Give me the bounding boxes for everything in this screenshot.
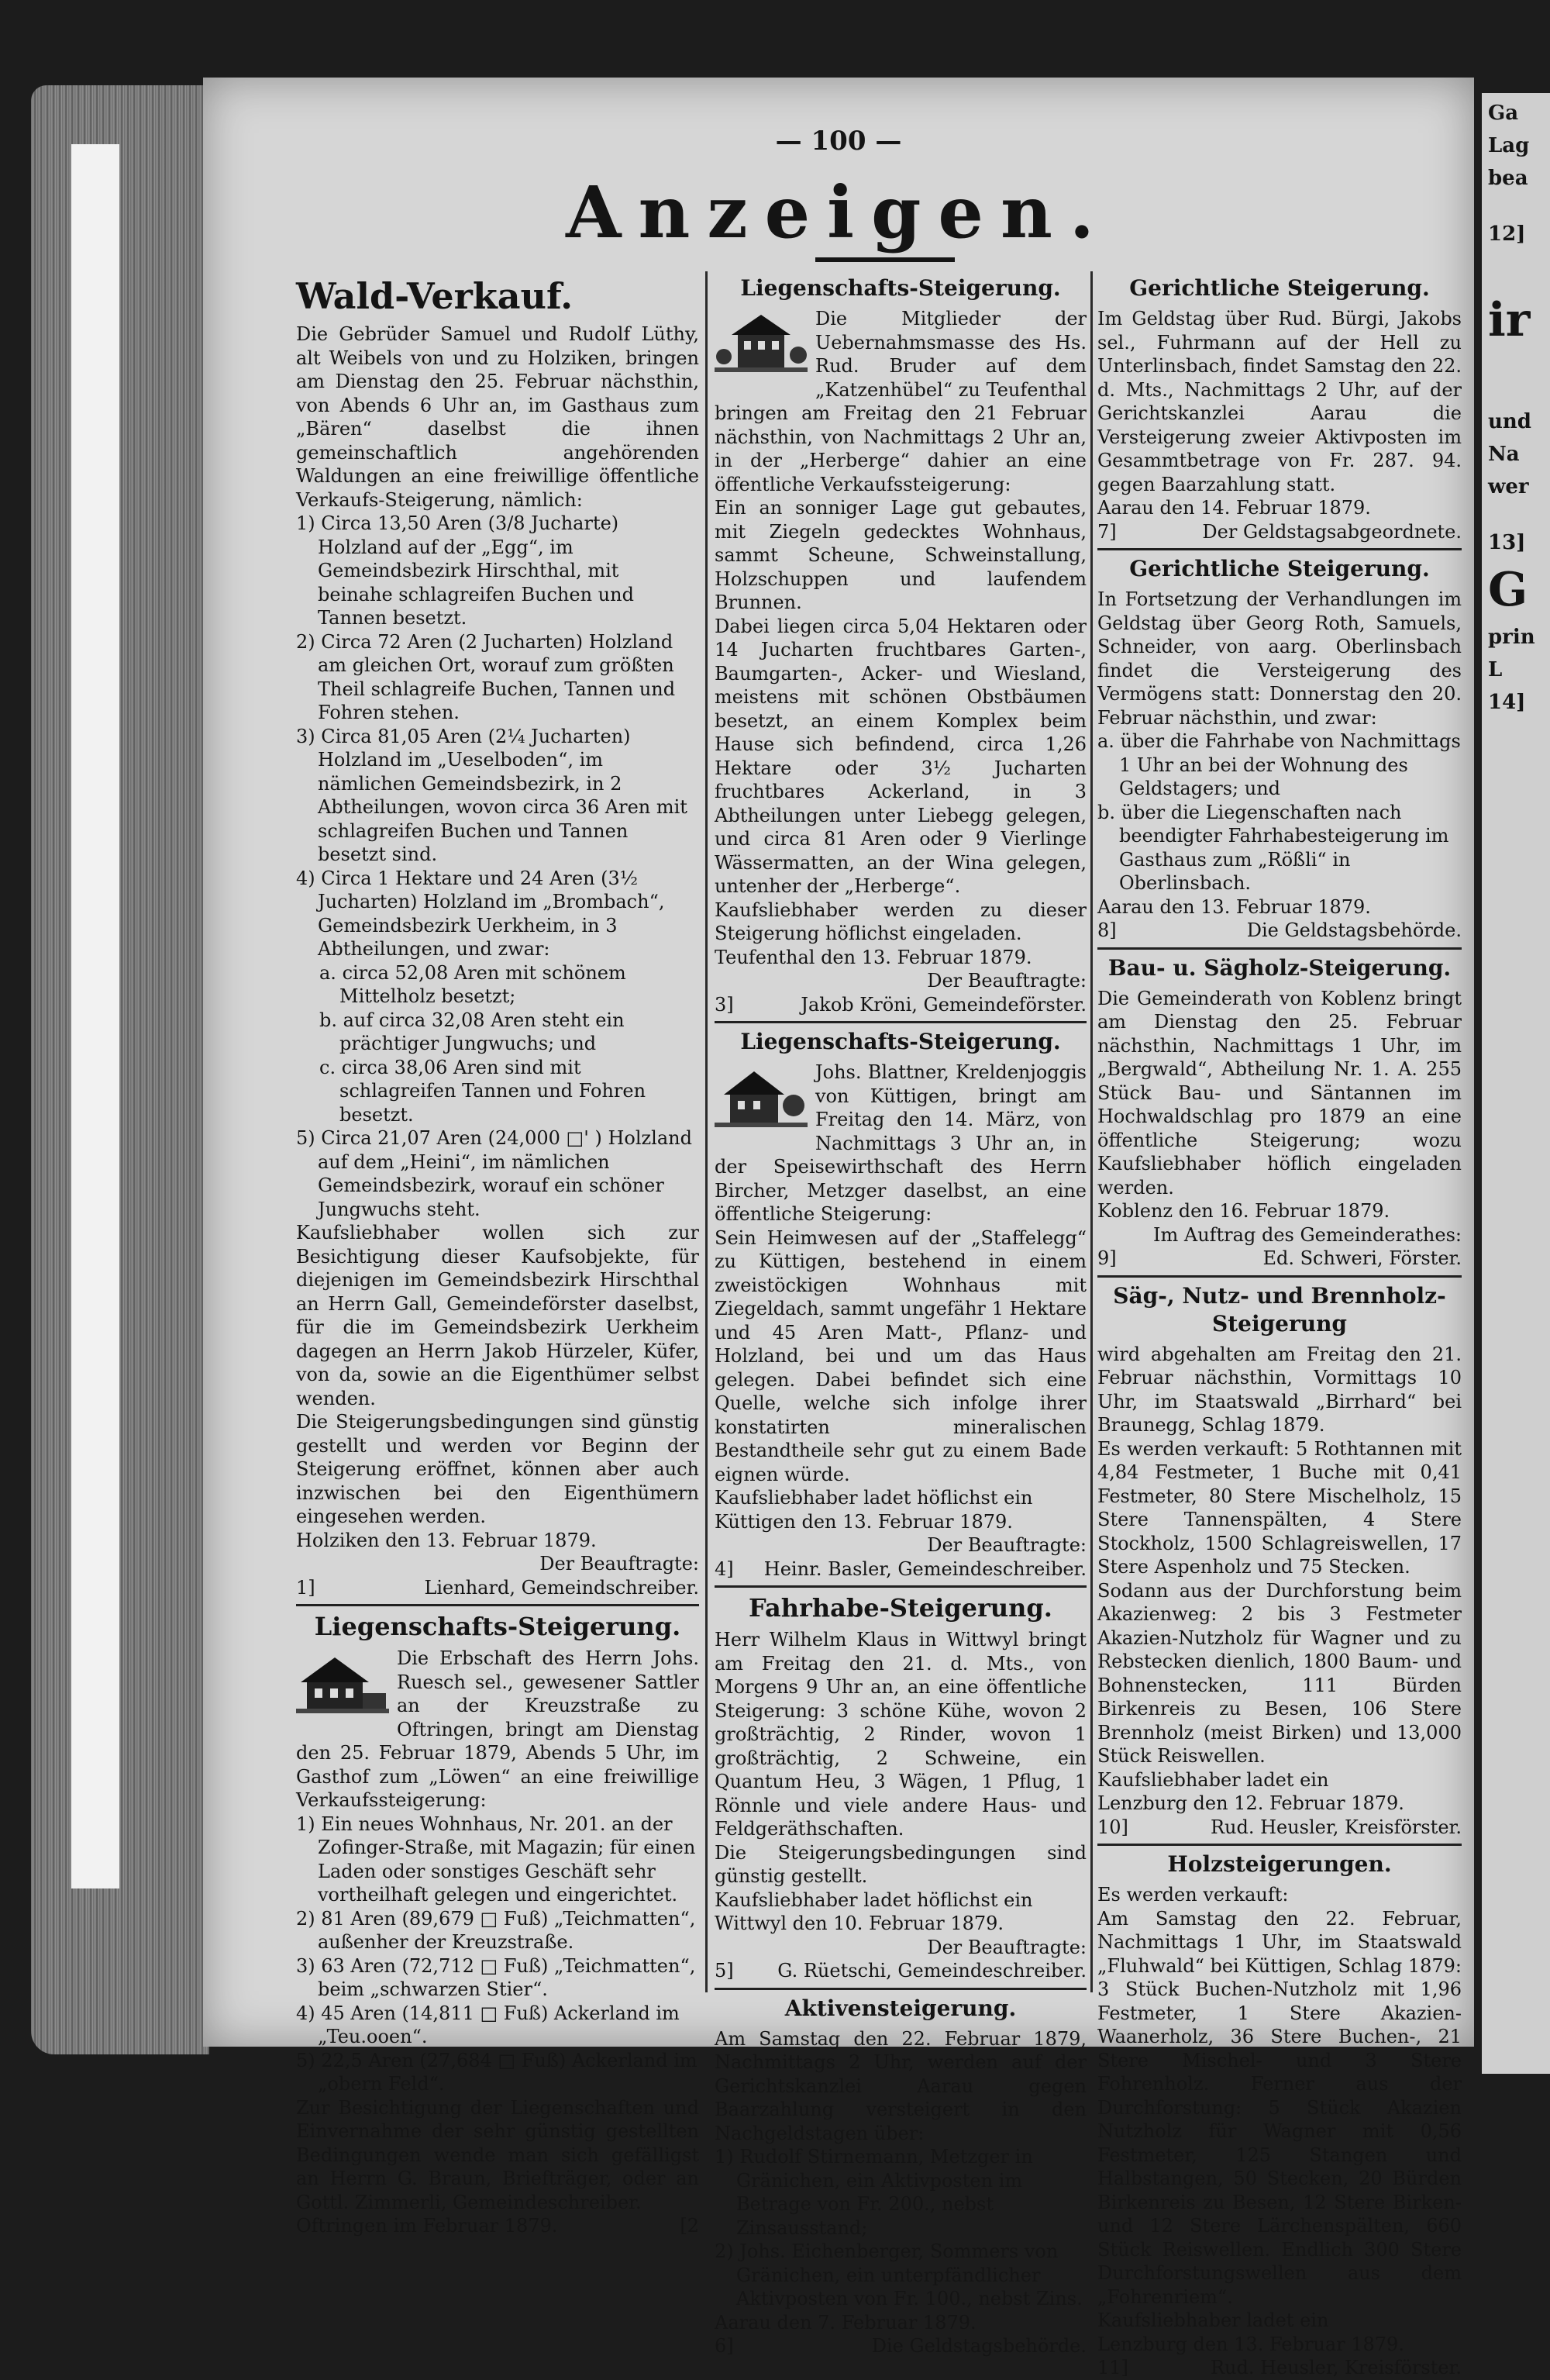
ad-liegenschaft-teufenthal (715, 274, 1087, 1016)
next-page-fragment: prin (1488, 626, 1535, 649)
bookmark-strip (71, 144, 119, 1888)
page-number: — 100 — (775, 126, 902, 157)
ad-beauftragte: Der Beauftragte: (927, 1534, 1087, 1556)
ad-date: Aarau den 13. Februar 1879. (1097, 895, 1371, 918)
ad-date: Küttigen den 13. Februar 1879. (715, 1510, 1013, 1533)
ad-wald-verkauf (296, 274, 699, 1599)
list-subitem: b. auf circa 32,08 Aren steht ein prächtiger Jungwuchs; und (319, 1009, 625, 1054)
ad-date: Koblenz den 16. Februar 1879. (1097, 1200, 1390, 1222)
ad-date: Holziken den 13. Februar 1879. (296, 1529, 597, 1551)
ad-number: 5] (715, 1960, 734, 1982)
ad-signature-line (1097, 1816, 1462, 1840)
ad-gerichtliche-steigerung-2 (1097, 555, 1462, 943)
ad-beauftragte: Der Beauftragte: (539, 1553, 699, 1575)
masthead-rule (815, 257, 955, 262)
ad-text: Am Samstag den 22. Februar, Nachmittags 1 Uhr, im Staatswald „Fluhwald“ bei Küttigen, Schlag 1879: 3 Stück Buchen-Nutzholz mit 1,96 Festmeter, 1 Stere Akazien-Waanerholz, 36 Stere Buchen-, 21 Stere Mischel- und 3 Stere Fohrenholz. Ferner aus der Durchforstung: 5 Stück Akazien Nutzholz für Wagner mit 0,56 Festmeter, 125 Stangen und Halbstangen, 50 Stecken, 20 Bürden Birkenreis zu Besen, 12 Stere Birken- und 12 Stere Lärchenspälten, 660 Stück Reiswellen. Endlich 300 Stere Durchforstungswellen aus dem „Fohrenriem“. (1097, 1907, 1462, 2308)
ad-title: Gerichtliche Steigerung. (1129, 556, 1430, 581)
ad-text: Dabei liegen circa 5,04 Hektaren oder 14 Jucharten fruchtbares Garten-, Baumgarten-, Acker- und Wiesland, meistens mit schönen Obstbäumen besetzt, an einem Komplex beim Hause sich befindend, circa 1,26 Hektare oder 3½ Jucharten fruchtbares Ackerland, in 3 Abtheilungen unter Liebegg gelegen, und circa 81 Aren oder 9 Vierlinge Wässermatten, an der Wina gelegen, untenher der „Herberge“. (715, 615, 1087, 897)
next-page-fragment: und (1488, 410, 1531, 433)
ad-signature: Rud. Heusler, Kreisförster. (1210, 2357, 1462, 2378)
ad-signature: Die Geldstagsbehörde. (871, 2335, 1087, 2357)
ad-text: Kaufsliebhaber werden zu dieser Steigerung höflichst eingeladen. (715, 899, 1087, 944)
ad-text: Kaufsliebhaber ladet ein (1097, 2309, 1329, 2331)
ad-intro: wird abgehalten am Freitag den 21. Februar nächsthin, Vormittags 10 Uhr, im Staatswald „Birrhard“ bei Braunegg, Schlag 1879. (1097, 1343, 1462, 1436)
ad-signature-line (715, 1959, 1087, 1983)
ad-text: Sein Heimwesen auf der „Staffelegg“ zu Küttigen, bestehend in einem zweistöckigen Wohnhaus mit Ziegeldach, sammt ungefähr 1 Hektare und 45 Aren Matt-, Pflanz- und Holzland, bei und um das Haus gelegen. Dabei befindet sich eine Quelle, welche sich infolge ihrer konstatirten mineralischen Bestandtheile sehr gut zu einem Bade eignen würde. (715, 1226, 1087, 1485)
list-item: 4) 45 Aren (14,811 □ Fuß) Ackerland im „Teu.ooen“. (296, 2002, 680, 2047)
list-item: 3) 63 Aren (72,712 □ Fuß) „Teichmatten“, beim „schwarzen Stier“. (296, 1954, 696, 2000)
list-item: 5) Circa 21,07 Aren (24,000 □' ) Holzland auf dem „Heini“, im nämlichen Gemeindsbezirk, worauf ein schöner Jungwuchs steht. (296, 1127, 692, 1220)
column-divider-1 (705, 271, 708, 1992)
column-divider-2 (1090, 271, 1093, 1992)
column-2 (715, 271, 1087, 2357)
list-subitem: c. circa 38,06 Aren sind mit schlagreifen Tannen und Fohren besetzt. (319, 1056, 646, 1126)
ad-date: Oftringen im Februar 1879. (296, 2215, 558, 2237)
ad-text: Es werden verkauft: 5 Rothtannen mit 4,84 Festmeter, 1 Buche mit 0,41 Festmeter, 80 Stere Mischelholz, 15 Stere Tannenspälten, 4 Stere Stockholz, 1500 Schlagreiswellen, 17 Stere Aspenholz und 75 Stecken. (1097, 1437, 1462, 1578)
next-page-fragment: L (1488, 658, 1503, 681)
list-item: 4) Circa 1 Hektare und 24 Aren (3½ Jucharten) Holzland im „Brombach“, Gemeindsbezirk Uerkheim, in 3 Abtheilungen, und zwar: (296, 867, 665, 960)
ad-text: Es werden verkauft: (1097, 1884, 1289, 1906)
next-page-fragment: ir (1488, 293, 1531, 347)
ad-signature-line (715, 2334, 1087, 2358)
list-item: 2) Circa 72 Aren (2 Jucharten) Holzland am gleichen Ort, worauf zum größten Theil schlagreife Buchen, Tannen und Fohren stehen. (296, 630, 676, 723)
house-woodcut-icon (715, 1064, 808, 1129)
ad-title: Gerichtliche Steigerung. (1129, 275, 1430, 301)
ad-signature-line (296, 2214, 699, 2238)
ad-title: Bau- u. Sägholz-Steigerung. (1107, 954, 1452, 981)
ad-intro: Am Samstag den 22. Februar 1879, Nachmittags 2 Uhr, werden auf der Gerichtskanzlei Aarau gegen Baarzahlung versteigert in den Nachgeldstagen über: (715, 2027, 1087, 2144)
ad-intro: Die Erbschaft des Herrn Johs. Ruesch sel., gewesener Sattler an der Kreuzstraße zu Oftringen, bringt am Dienstag den 25. Februar 1879, Abends 5 Uhr, im Gasthof zum „Löwen“ an eine freiwillige Verkaufssteigerung: (296, 1647, 699, 1811)
ad-signature: Ed. Schweri, Förster. (1262, 1247, 1462, 1269)
ad-saeg-nutz-brennholz (1097, 1282, 1462, 1840)
ad-number: 7] (1097, 520, 1117, 543)
ad-number: 10] (1097, 1816, 1128, 1838)
ad-text: Die Steigerungsbedingungen sind günstig gestellt. (715, 1841, 1087, 1887)
ad-separator (1097, 548, 1462, 550)
ad-signature-line (1097, 919, 1462, 943)
list-item: 2) 81 Aren (89,679 □ Fuß) „Teichmatten“, außenher der Kreuzstraße. (296, 1907, 696, 1953)
next-page-fragment: 14] (1488, 691, 1526, 714)
list-item: 1) Rudolf Stirnemann, Metzger in Gränichen, ein Aktivposten im Betrage von Fr. 200., nebst Zinsausstand; (715, 2146, 1033, 2239)
list-item: 5) 22,5 Aren (27,684 □ Fuß) Ackerland im „obern Feld“. (296, 2049, 698, 2095)
ad-date: Teufenthal den 13. Februar 1879. (715, 946, 1032, 968)
ad-intro: Johs. Blattner, Kreldenjoggis von Küttigen, bringt am Freitag den 14. März, von Nachmittags 3 Uhr an, in der Speisewirthschaft des Herrn Bircher, Metzger daselbst, an eine öffentliche Steigerung: (715, 1061, 1087, 1225)
next-page-fragment: G (1488, 563, 1528, 617)
ad-title: Liegenschafts-Steigerung. (740, 275, 1061, 301)
column-3 (1097, 271, 1462, 2378)
ad-signature: Die Geldstagsbehörde. (1246, 919, 1462, 941)
ad-title: Fahrhabe-Steigerung. (749, 1593, 1052, 1623)
ad-signature: Rud. Heusler, Kreisförster. (1210, 1816, 1462, 1838)
list-subitem: a. circa 52,08 Aren mit schönem Mittelholz besetzt; (319, 961, 626, 1007)
ad-signature: G. Rüetschi, Gemeindeschreiber. (777, 1960, 1087, 1982)
ad-title: Säg-, Nutz- und Brennholz-Steigerung (1113, 1282, 1446, 1337)
ad-separator (715, 1021, 1087, 1023)
next-page-fragment: wer (1488, 475, 1529, 498)
list-item: b. über die Liegenschaften nach beendigter Fahrhabesteigerung im Gasthaus zum „Rößli“ in Oberlinsbach. (1097, 801, 1449, 894)
ad-signature-line (1097, 520, 1462, 544)
ad-signature: Lienhard, Gemeindschreiber. (424, 1576, 699, 1599)
list-item: 1) Ein neues Wohnhaus, Nr. 201. an der Zofinger-Straße, mit Magazin; für einen Laden oder sonstiges Geschäft sehr vortheilhaft gelegen und eingerichtet. (296, 1813, 696, 1906)
ad-signature-line (715, 993, 1087, 1017)
ad-text: Kaufsliebhaber ladet höflichst ein (715, 1487, 1033, 1509)
ad-number: [2 (680, 2215, 699, 2237)
ad-beauftragte: Der Beauftragte: (927, 1936, 1087, 1958)
ad-separator (715, 1988, 1087, 1990)
next-page-fragment: Lag (1488, 134, 1530, 157)
next-page-fragment: Na (1488, 443, 1520, 466)
list-item: 1) Circa 13,50 Aren (3/8 Jucharte) Holzland auf der „Egg“, im Gemeindsbezirk Hirschthal, mit beinahe schlagreifen Buchen und Tannen besetzt. (296, 512, 634, 629)
ad-text: Im Geldstag über Rud. Bürgi, Jakobs sel., Fuhrmann auf der Hell zu Unterlinsbach, findet Samstag den 22. d. Mts., Nachmittags 2 Uhr, auf der Gerichtskanzlei Aarau die Versteigerung zweier Aktivposten im Gesammtbetrage von Fr. 287. 94. gegen Baarzahlung statt. (1097, 308, 1462, 495)
ad-signature: Der Geldstagsabgeordnete. (1202, 520, 1462, 543)
ad-number: 3] (715, 993, 734, 1016)
ad-signature-line (1097, 1247, 1462, 1271)
ad-text: Die Gemeinderath von Koblenz bringt am Dienstag den 25. Februar nächsthin, Nachmittags 1 Uhr, im „Bergwald“, Abtheilung Nr. 1. A. 255 Stück Bau- und Säntannen im Hochwaldschlag pro 1879 an eine öffentliche Steigerung; wozu Kaufsliebhaber höflich eingeladen werden. (1097, 987, 1462, 1199)
ad-beauftragte: Der Beauftragte: (927, 970, 1087, 992)
ad-text: Sodann aus der Durchforstung beim Akazienweg: 2 bis 3 Festmeter Akazien-Nutzholz für Wagner und zu Rebstecken dienlich, 1800 Baum- und Bohnenstecken, 111 Bürden Birkenreis zu Besen, 106 Stere Brennholz (meist Birken) und 13,000 Stück Reiswellen. (1097, 1579, 1462, 1767)
ad-number: 8] (1097, 919, 1117, 941)
ad-text: Ein an sonniger Lage gut gebautes, mit Ziegeln gedecktes Wohnhaus, sammt Scheune, Schweinstallung, Holzschuppen und laufendem Brunnen. (715, 497, 1087, 613)
ad-intro: In Fortsetzung der Verhandlungen im Geldstag über Georg Roth, Samuels, Schneider, von aarg. Oberlinsbach findet die Versteigerung des Vermögens statt: Donnerstag den 20. Februar nächsthin, und zwar: (1097, 588, 1462, 729)
ad-number: 1] (296, 1576, 315, 1599)
ad-number: 11] (1097, 2357, 1128, 2378)
ad-text: Kaufsliebhaber ladet ein (1097, 1768, 1329, 1791)
masthead-title: Anzeigen. (566, 171, 1111, 254)
ad-text: Kaufsliebhaber ladet höflichst ein (715, 1888, 1033, 1911)
book-page-edges (31, 85, 209, 2054)
list-item: 3) Circa 81,05 Aren (2¼ Jucharten) Holzland im „Ueselboden“, im nämlichen Gemeindsbezirk, in 2 Abtheilungen, wovon circa 36 Aren mit schlagreifen Buchen und Tannen besetzt sind. (296, 725, 687, 865)
ad-text: Zur Besichtigung der Liegenschaften und Einvernahme der sehr günstig gestellten Bedingungen wende man sich gefälligst an Herrn G. Braun, Briefträger, oder an Gottl. Zimmerli, Gemeindeschreiber. (296, 2096, 699, 2213)
ad-gerichtliche-steigerung-1 (1097, 274, 1462, 543)
list-item: a. über die Fahrhabe von Nachmittags 1 Uhr an bei der Wohnung des Geldstagers; und (1097, 730, 1461, 799)
ad-separator (1097, 1844, 1462, 1846)
ad-date: Aarau den 7. Februar 1879. (715, 2311, 976, 2333)
ad-signature-line (715, 1557, 1087, 1581)
ad-date: Lenzburg den 12. Februar 1879. (1097, 1792, 1404, 1814)
ad-signature-line (296, 1576, 699, 1600)
ad-date: Wittwyl den 10. Februar 1879. (715, 1913, 1004, 1934)
ad-signature-line (1097, 2356, 1462, 2380)
ad-aktivensteigerung (715, 1995, 1087, 2358)
ad-title: Liegenschafts-Steigerung. (740, 1029, 1061, 1054)
ad-liegenschaft-kuettigen (715, 1028, 1087, 1581)
next-page-fragment: Ga (1488, 102, 1519, 125)
ad-date: Lenzburg den 13. Februar 1879. (1097, 2333, 1404, 2355)
ad-title: Holzsteigerungen. (1167, 1851, 1392, 1877)
ad-number: 4] (715, 1557, 734, 1580)
ad-intro: Herr Wilhelm Klaus in Wittwyl bringt am Freitag den 21. d. Mts., von Morgens 9 Uhr an, an eine öffentliche Steigerung: 3 schöne Kühe, wovon 2 großträchtig, 2 Rinder, wovon 1 großträchtig, 2 Schweine, ein Quantum Heu, 3 Wägen, 1 Pflug, 1 Rönnle und viele andere Haus- und Feldgeräthschaften. (715, 1629, 1087, 1840)
ad-number: 9] (1097, 1247, 1117, 1269)
ad-auftrag: Im Auftrag des Gemeinderathes: (1153, 1223, 1462, 1246)
ad-title: Wald-Verkauf. (296, 275, 574, 317)
ad-liegenschaft-oftringen (296, 1611, 699, 2238)
next-page-edge (1482, 93, 1550, 2074)
ad-intro: Die Gebrüder Samuel und Rudolf Lüthy, alt Weibels von und zu Holziken, bringen am Dienstag den 25. Februar nächsthin, von Abends 6 Uhr an, im Gasthaus zum „Bären“ daselbst die ihnen gemeinschaftlich angehörenden Waldungen an eine freiwillige öffentliche Verkaufs-Steigerung, nämlich: (296, 323, 699, 511)
ad-separator (1097, 1275, 1462, 1278)
ad-title: Liegenschafts-Steigerung. (314, 1612, 681, 1641)
next-page-fragment: bea (1488, 167, 1528, 190)
ad-number: 6] (715, 2335, 734, 2357)
ad-date: Aarau den 14. Februar 1879. (1097, 497, 1371, 519)
ad-text: Kaufsliebhaber wollen sich zur Besichtigung dieser Kaufsobjekte, für diejenigen im Gemeindsbezirk Hirschthal an Herrn Gall, Gemeindeförster daselbst, für die im Gemeindsbezirk Uerkheim dagegen an Herrn Jakob Hürzeler, Küfer, von da, sowie an die Eigenthümer selbst wenden. (296, 1222, 699, 1409)
ad-separator (1097, 947, 1462, 950)
house-woodcut-icon (715, 310, 808, 375)
ad-bau-saegholz (1097, 954, 1462, 1271)
next-page-fragment: 12] (1488, 222, 1526, 246)
ad-signature: Jakob Kröni, Gemeindeförster. (801, 993, 1087, 1016)
ad-fahrhabe-steigerung (715, 1592, 1087, 1983)
column-1 (296, 271, 699, 2237)
ad-holzsteigerungen (1097, 1851, 1462, 2380)
house-woodcut-icon (296, 1650, 389, 1715)
ad-title: Aktivensteigerung. (784, 1995, 1017, 2021)
ad-intro: Die Mitglieder der Uebernahmsmasse des Hs. Rud. Bruder auf dem „Katzenhübel“ zu Teufenthal bringen am Freitag den 21 Februar nächsthin, von Nachmittags 2 Uhr an, in der „Herberge“ dahier an eine öffentliche Verkaufssteigerung: (715, 308, 1087, 495)
ad-text: Die Steigerungsbedingungen sind günstig gestellt und werden vor Beginn der Steigerung eröffnet, können aber auch inzwischen bei den Eigenthümern eingesehen werden. (296, 1411, 699, 1527)
ad-separator (715, 1585, 1087, 1588)
next-page-fragment: 13] (1488, 531, 1526, 554)
list-item: 2) Johs. Eichenberger, Sommers von Gränichen, ein unterpfändlicher Aktivposten von Fr. 100., nebst Zins. (715, 2240, 1083, 2309)
ad-separator (296, 1604, 699, 1606)
newspaper-page (203, 78, 1474, 2378)
ad-signature: Heinr. Basler, Gemeindeschreiber. (763, 1557, 1087, 1580)
